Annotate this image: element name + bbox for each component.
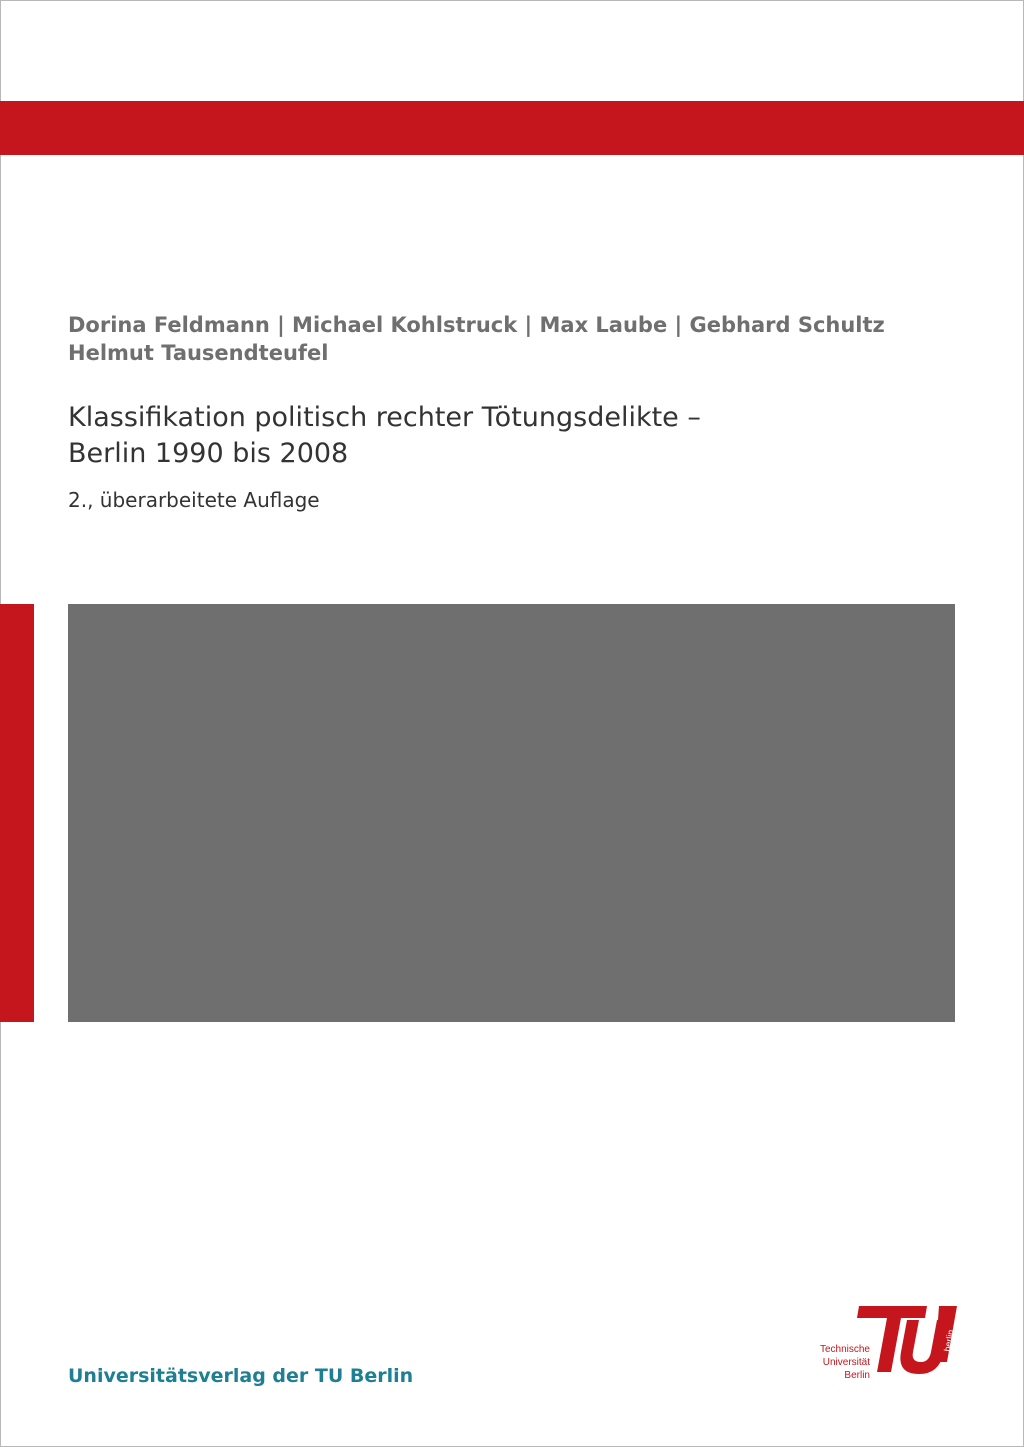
edition-note: 2., überarbeitete Auflage xyxy=(68,488,320,512)
cover-image-placeholder xyxy=(68,604,955,1022)
tu-logo-vertical-text: berlin xyxy=(942,1328,956,1353)
authors-line-2: Helmut Tausendteufel xyxy=(68,341,329,365)
publisher-name: Universitätsverlag der TU Berlin xyxy=(68,1365,414,1387)
tu-logo-line-3: Berlin xyxy=(844,1370,870,1381)
title-line-2: Berlin 1990 bis 2008 xyxy=(68,438,349,469)
book-title xyxy=(68,400,968,472)
top-red-band xyxy=(0,101,1024,155)
tu-logo-icon xyxy=(855,1302,959,1378)
author-list xyxy=(68,311,968,367)
tu-logo-line-1: Technische xyxy=(819,1344,870,1355)
tu-logo-line-2: Universität xyxy=(822,1357,870,1368)
left-red-band xyxy=(0,604,34,1022)
title-line-1: Klassifikation politisch rechter Tötungsdelikte – xyxy=(68,402,701,433)
authors-line-1: Dorina Feldmann | Michael Kohlstruck | Max Laube | Gebhard Schultz xyxy=(68,313,885,337)
